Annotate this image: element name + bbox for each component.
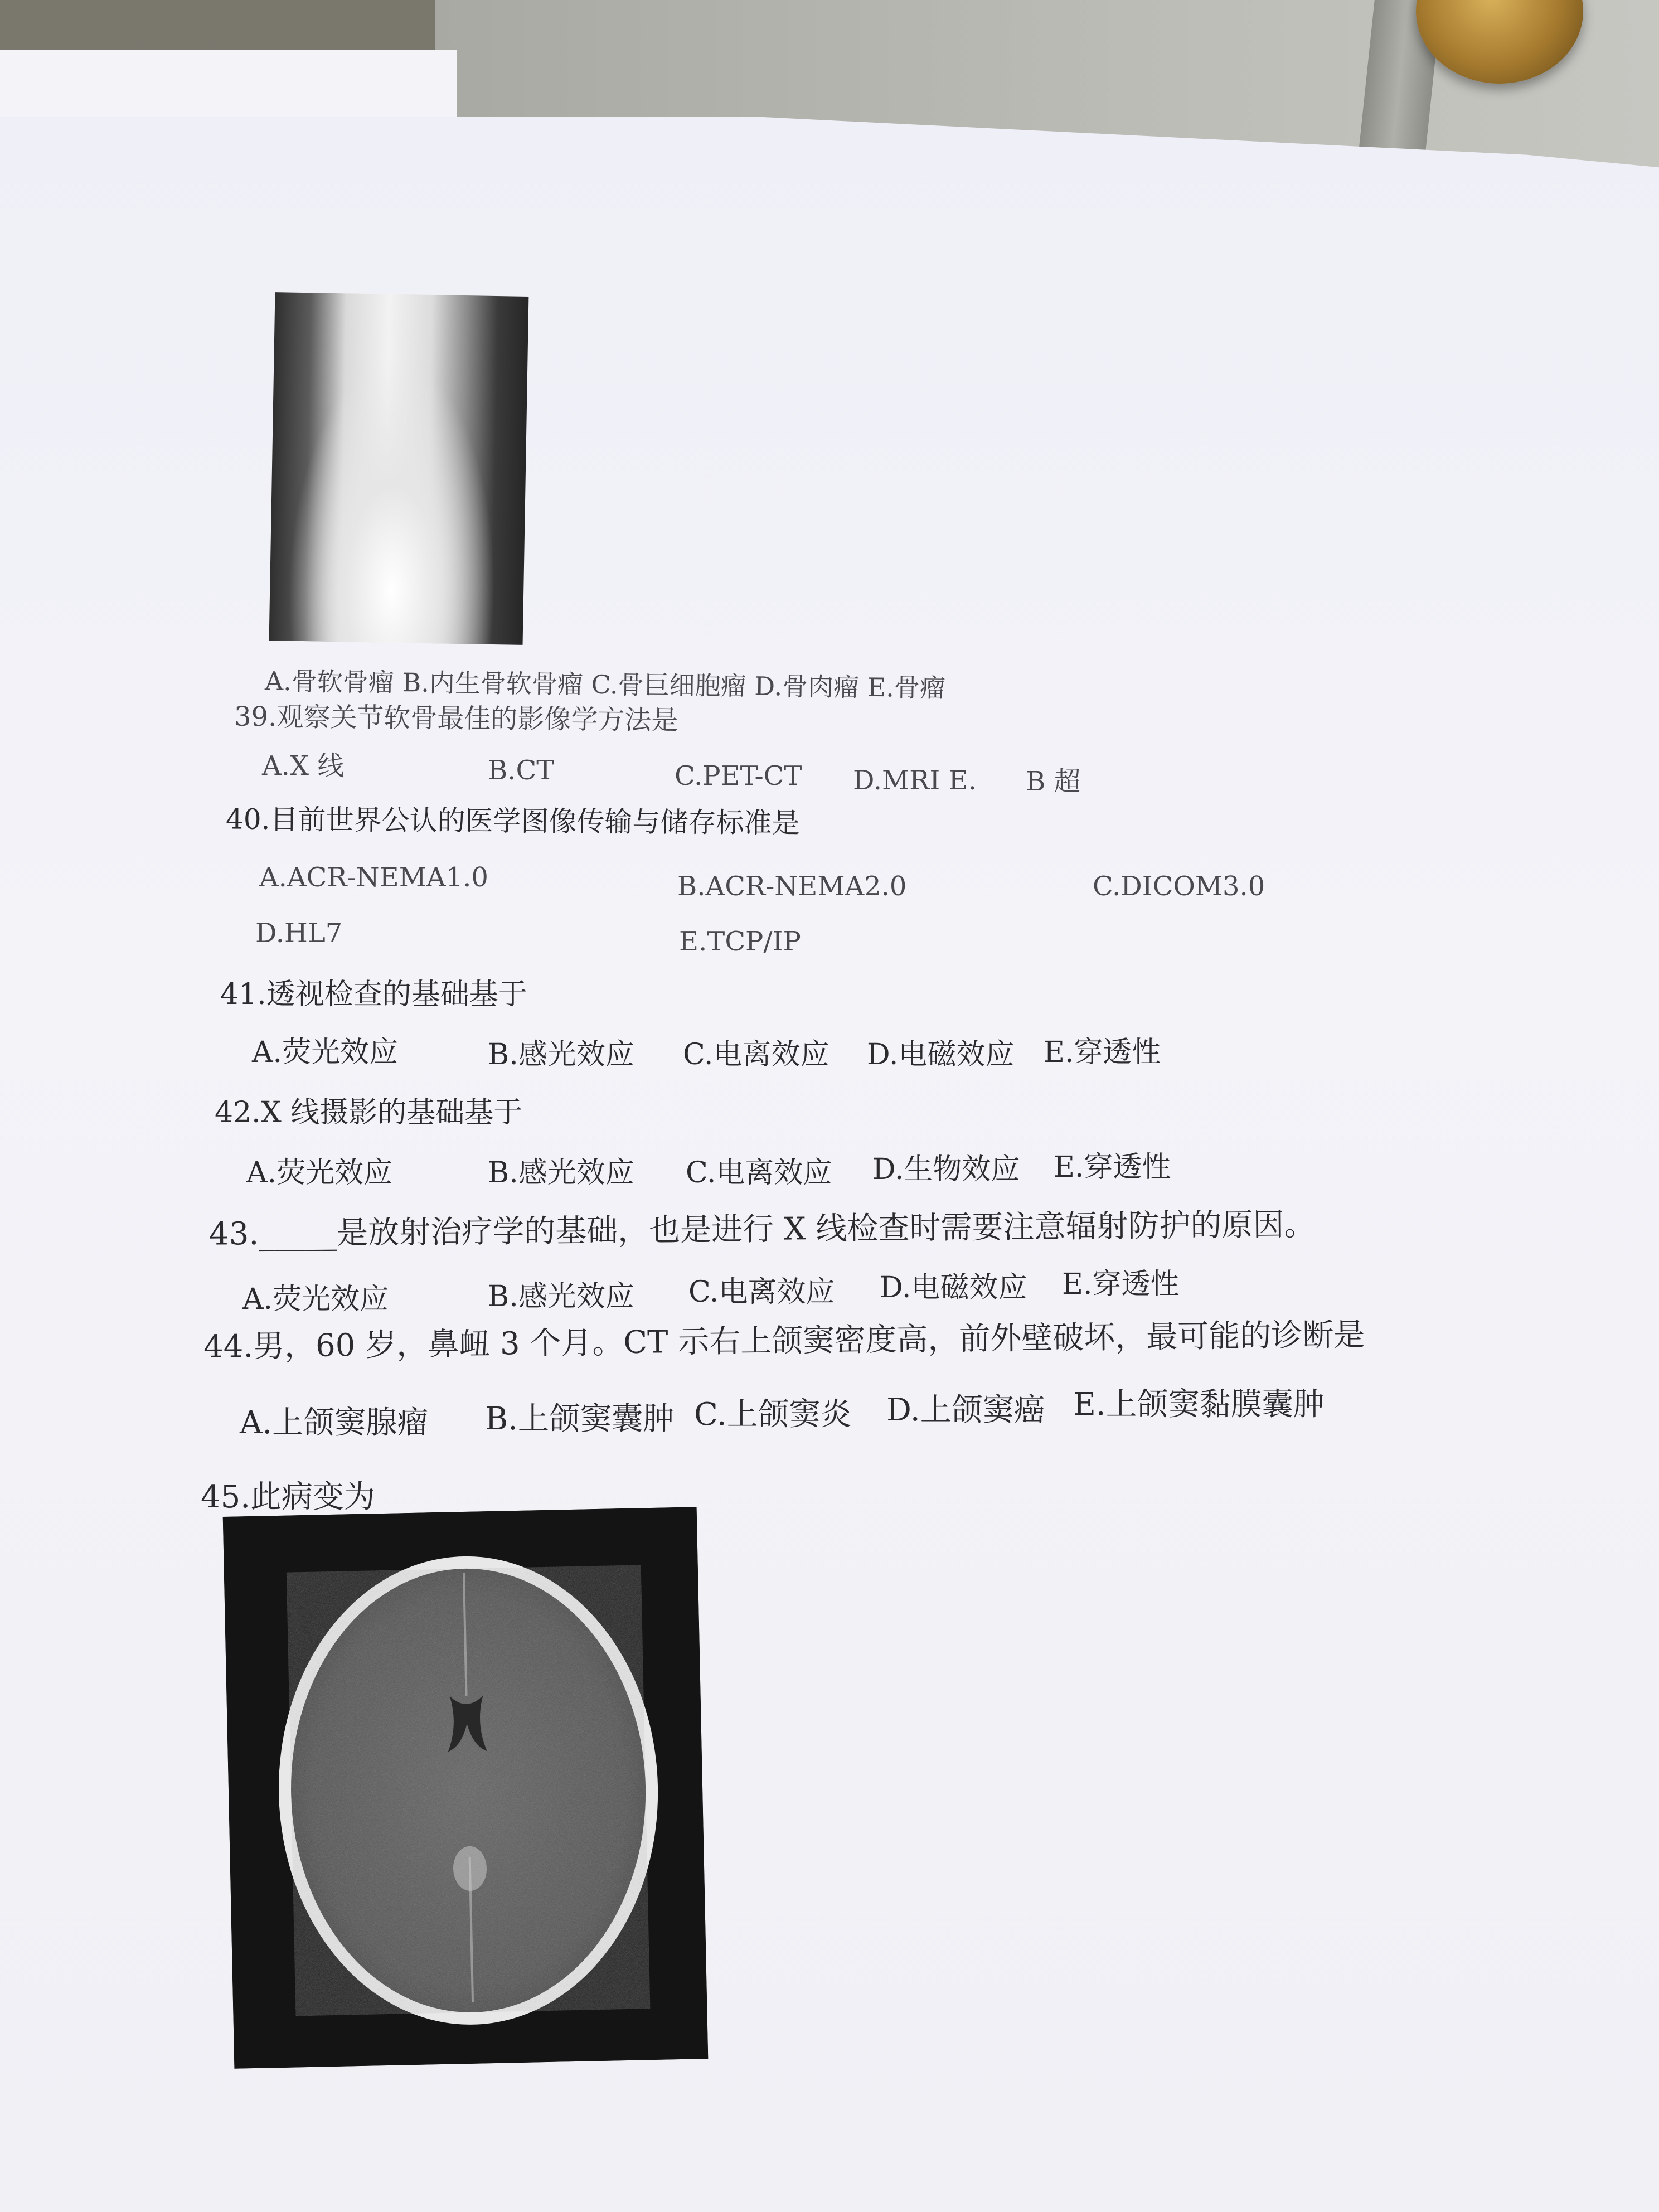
q39-option-d: D.MRI E. (853, 765, 977, 796)
q43-option-b: B.感光效应 (488, 1280, 634, 1313)
q39-option-e: B 超 (1026, 766, 1081, 797)
q39-stem: 39.观察关节软骨最佳的影像学方法是 (234, 701, 678, 736)
q38-options: A.骨软骨瘤 B.内生骨软骨瘤 C.骨巨细胞瘤 D.骨肉瘤 E.骨瘤 (264, 666, 946, 704)
q43-option-e: E.穿透性 (1062, 1268, 1180, 1301)
q39-option-c: C.PET-CT (675, 760, 802, 792)
q43-option-a: A.荧光效应 (242, 1283, 389, 1316)
ct-image-q45 (223, 1507, 709, 2069)
ct-scan-drawing (223, 1507, 709, 2069)
q44-option-c: C.上颌窦炎 (694, 1396, 852, 1433)
q42-option-d: D.生物效应 (872, 1153, 1020, 1186)
q40-option-e: E.TCP/IP (679, 926, 801, 957)
q45-stem: 45.此病变为 (201, 1479, 376, 1515)
q41-option-a: A.荧光效应 (252, 1036, 399, 1069)
q43-option-d: D.电磁效应 (880, 1271, 1027, 1304)
q40-stem: 40.目前世界公认的医学图像传输与储存标准是 (225, 803, 800, 840)
q41-option-b: B.感光效应 (488, 1038, 634, 1071)
q40-option-c: C.DICOM3.0 (1093, 871, 1265, 902)
q40-option-d: D.HL7 (255, 918, 343, 949)
q44-option-a: A.上颌窦腺瘤 (240, 1405, 429, 1441)
q41-option-d: D.电磁效应 (867, 1038, 1015, 1071)
q39-option-a: A.X 线 (262, 750, 345, 782)
q42-stem: 42.X 线摄影的基础基于 (215, 1096, 523, 1129)
q44-option-d: D.上颌窦癌 (886, 1392, 1045, 1428)
q40-option-a: A.ACR-NEMA1.0 (259, 862, 488, 893)
q42-option-c: C.电离效应 (686, 1156, 832, 1190)
xray-image-q38 (269, 292, 529, 645)
q44-option-e: E.上颌窦黏膜囊肿 (1073, 1386, 1325, 1423)
q42-option-e: E.穿透性 (1054, 1151, 1171, 1184)
q43-option-c: C.电离效应 (688, 1275, 835, 1309)
q41-option-e: E.穿透性 (1044, 1036, 1161, 1069)
q39-option-b: B.CT (488, 755, 555, 786)
q43-stem: 43._____是放射治疗学的基础，也是进行 X 线检查时需要注意辐射防护的原因。 (208, 1206, 1316, 1253)
q41-option-c: C.电离效应 (683, 1038, 830, 1071)
q44-stem: 44.男，60 岁，鼻衄 3 个月。CT 示右上颌窦密度高，前外壁破坏，最可能的诊断是 (203, 1317, 1365, 1365)
q40-option-b: B.ACR-NEMA2.0 (677, 871, 907, 902)
q44-option-b: B.上颌窦囊肿 (485, 1401, 674, 1437)
q42-option-a: A.荧光效应 (246, 1156, 393, 1190)
q41-stem: 41.透视检查的基础基于 (220, 978, 527, 1011)
q42-option-b: B.感光效应 (488, 1156, 634, 1190)
